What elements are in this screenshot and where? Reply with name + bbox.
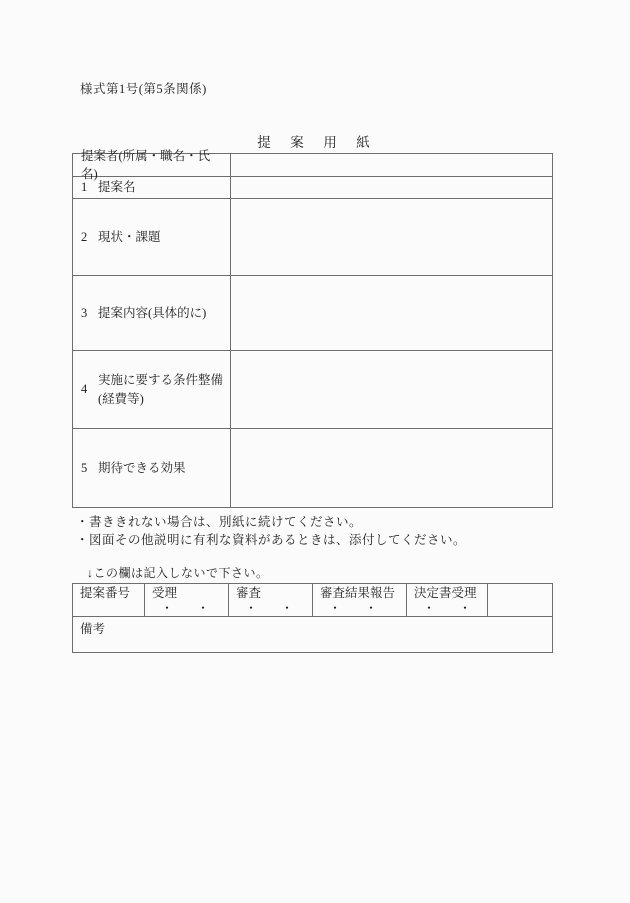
cell-label: 受理: [152, 586, 178, 600]
cell-label: 決定書受理: [414, 586, 477, 600]
row-number: 2: [81, 229, 88, 244]
row-label-text: 期待できる効果: [98, 460, 186, 475]
row-label-text: 現状・課題: [98, 229, 161, 244]
row-number: 4: [81, 382, 88, 397]
current-status-row: [73, 199, 552, 276]
empty-cell: [488, 584, 552, 616]
cell-label: 提案番号: [80, 586, 131, 600]
date-dots: ・ ・: [161, 601, 210, 615]
row-number: 1: [81, 180, 88, 195]
date-dots: ・ ・: [329, 601, 378, 615]
proposal-name-row: [73, 177, 552, 199]
expected-effects-input-cell: [231, 429, 552, 507]
admin-header-row: [73, 584, 552, 617]
form-title: 提 案 用 紙: [257, 135, 373, 150]
admin-table: [72, 583, 553, 653]
remarks-row: [73, 617, 552, 652]
date-dots: ・ ・: [245, 601, 294, 615]
row-label: [73, 276, 231, 350]
admin-instruction: ↓この欄は記入しないで下さい。: [87, 566, 269, 580]
form-number-label: 様式第1号(第5条関係): [80, 82, 207, 96]
row-number: 3: [81, 305, 88, 320]
note-attach-materials: ・図面その他説明に有利な資料があるときは、添付してください。: [76, 533, 467, 547]
proposer-label: 提案者(所属・職名・氏名): [73, 154, 231, 176]
proposal-content-row: [73, 276, 552, 351]
note-continue-on-separate-sheet: ・書ききれない場合は、別紙に続けてください。: [76, 515, 363, 529]
proposer-input-cell: [231, 154, 552, 176]
decision-receipt-cell: [407, 584, 488, 616]
receipt-cell: [145, 584, 229, 616]
proposal-content-input-cell: [231, 276, 552, 350]
cell-label: 審査結果報告: [320, 586, 396, 600]
review-result-report-cell: [313, 584, 407, 616]
current-status-input-cell: [231, 199, 552, 275]
row-label-text: 提案名: [98, 180, 136, 195]
date-dots: ・ ・: [423, 601, 472, 615]
cell-label: 審査: [236, 586, 262, 600]
proposer-row: [73, 148, 552, 181]
expected-effects-row: [73, 429, 552, 507]
conditions-row: [73, 351, 552, 429]
row-label: [73, 351, 231, 428]
remarks-label: 備考: [80, 622, 106, 636]
row-label-text: 提案内容(具体的に): [98, 305, 207, 320]
row-label: [73, 177, 231, 198]
review-cell: [229, 584, 313, 616]
row-label-text: 実施に要する条件整備 (経費等): [98, 373, 224, 406]
proposal-table: [72, 148, 553, 508]
row-label: [73, 199, 231, 275]
proposal-number-cell: [73, 584, 145, 616]
proposal-name-input-cell: [231, 177, 552, 198]
conditions-input-cell: [231, 351, 552, 428]
row-number: 5: [81, 460, 88, 475]
row-label: [73, 429, 231, 507]
